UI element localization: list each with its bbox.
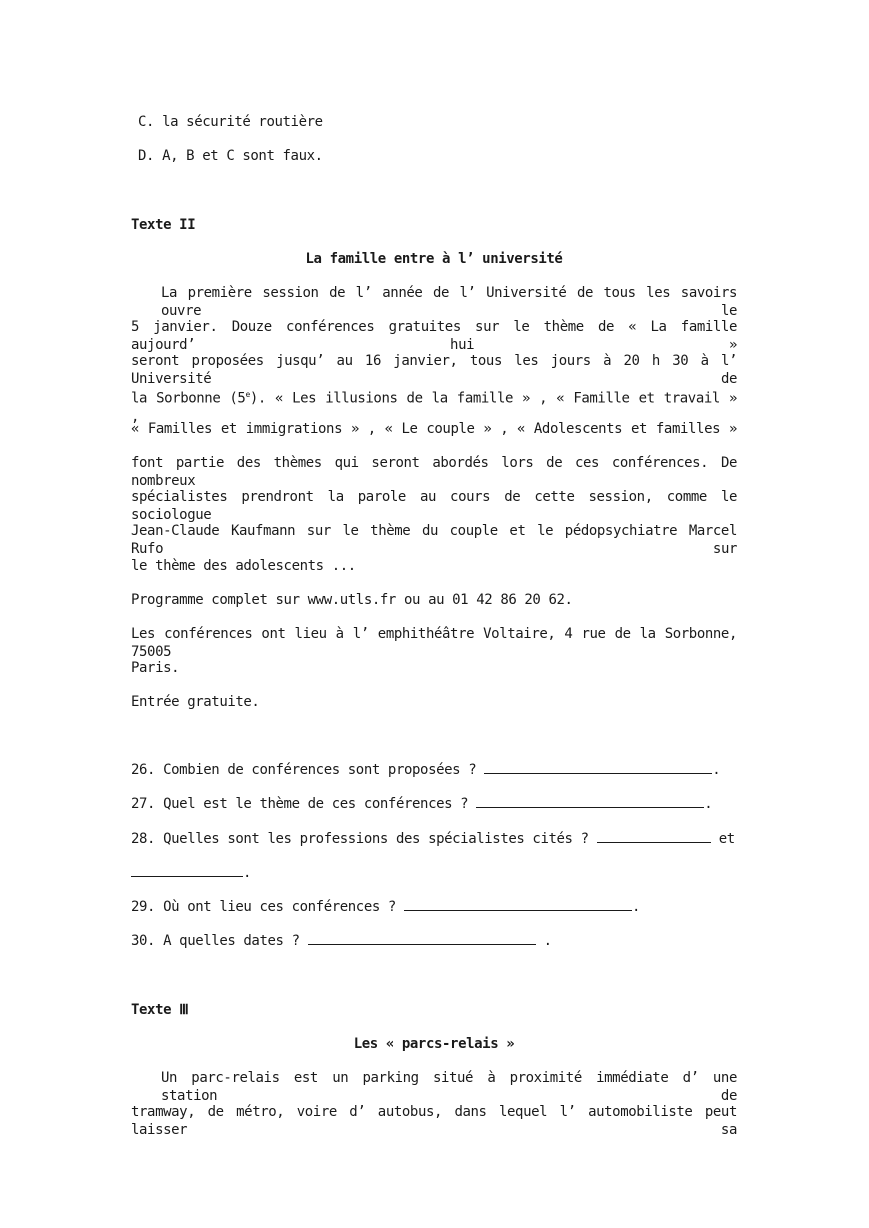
paragraph-line: La première session de l’ année de l’ Université de tous les savoirs ouvre le — [161, 285, 737, 319]
paragraph-line: font partie des thèmes qui seront abordés lors de ces conférences. De nombreux — [131, 455, 737, 489]
question-27 — [131, 795, 737, 813]
paragraph-line: seront proposées jusqu’ au 16 janvier, tous les jours à 20 h 30 à l’ Université de — [131, 353, 737, 387]
answer-blank-26[interactable] — [484, 761, 712, 774]
arrondissement-superscript: e — [245, 390, 250, 399]
lieu-line: Les conférences ont lieu à l’ emphithéâtre Voltaire, 4 rue de la Sorbonne, 75005 — [131, 626, 737, 660]
answer-end-dot: . — [704, 796, 713, 812]
paragraph-line: spécialistes prendront la parole au cours de cette session, comme le sociologue — [131, 489, 737, 523]
answer-blank-29[interactable] — [404, 898, 632, 911]
answer-blank-30[interactable] — [308, 932, 536, 945]
texte-3-title: Les « parcs-relais » — [353, 1036, 515, 1052]
question-26-text: 26. Combien de conférences sont proposées ? — [131, 762, 477, 778]
paragraph-line: 5 janvier. Douze conférences gratuites sur le thème de « La famille aujourd’ hui » — [131, 319, 737, 353]
answer-end-dot: . — [631, 899, 641, 915]
paragraph-line: Un parc-relais est un parking situé à proximité immédiate d’ une station de — [161, 1070, 737, 1104]
question-28-et: et — [718, 831, 735, 847]
question-29 — [131, 898, 737, 916]
question-27-text: 27. Quel est le thème de ces conférences ? — [131, 796, 469, 812]
question-28 — [131, 830, 737, 848]
programme-line: Programme complet sur www.utls.fr ou au 01 42 86 20 62. — [131, 592, 573, 608]
paragraph-line: Jean-Claude Kaufmann sur le thème du couple et le pédopsychiatre Marcel Rufo sur — [131, 523, 737, 557]
answer-blank-28b[interactable] — [131, 864, 243, 877]
option-d: D. A, B et C sont faux. — [138, 148, 323, 164]
question-28-text: 28. Quelles sont les professions des spécialistes cités ? — [131, 831, 589, 847]
paragraph-line: le thème des adolescents ... — [131, 558, 356, 574]
section-heading-texte-3: Texte Ⅲ — [131, 1002, 189, 1018]
texte-2-title: La famille entre à l’ université — [305, 251, 563, 267]
paragraph-line: tramway, de métro, voire d’ autobus, dans lequel l’ automobiliste peut laisser sa — [131, 1104, 737, 1138]
paragraph-line-sorbonne — [131, 386, 737, 425]
question-30-text: 30. A quelles dates ? — [131, 933, 300, 949]
section-heading-texte-2: Texte II — [131, 217, 196, 233]
paragraph-line: « Familles et immigrations » , « Le couple » , « Adolescents et familles » — [131, 421, 737, 437]
answer-end-dot: . — [712, 762, 721, 778]
sorbonne-text: la Sorbonne (5 — [131, 390, 246, 407]
entree-line: Entrée gratuite. — [131, 694, 260, 710]
sorbonne-text-rest: ). « Les illusions de la famille » , « Famille et travail » , — [131, 390, 737, 425]
answer-end-dot: . — [243, 865, 252, 881]
question-29-text: 29. Où ont lieu ces conférences ? — [131, 899, 396, 915]
question-26 — [131, 761, 737, 779]
question-30 — [131, 932, 737, 950]
question-28-continued — [131, 864, 737, 882]
answer-end-dot: . — [543, 933, 552, 949]
answer-blank-28a[interactable] — [597, 830, 711, 843]
answer-blank-27[interactable] — [476, 795, 704, 808]
lieu-line-end: Paris. — [131, 660, 180, 676]
option-c: C. la sécurité routière — [138, 114, 323, 130]
